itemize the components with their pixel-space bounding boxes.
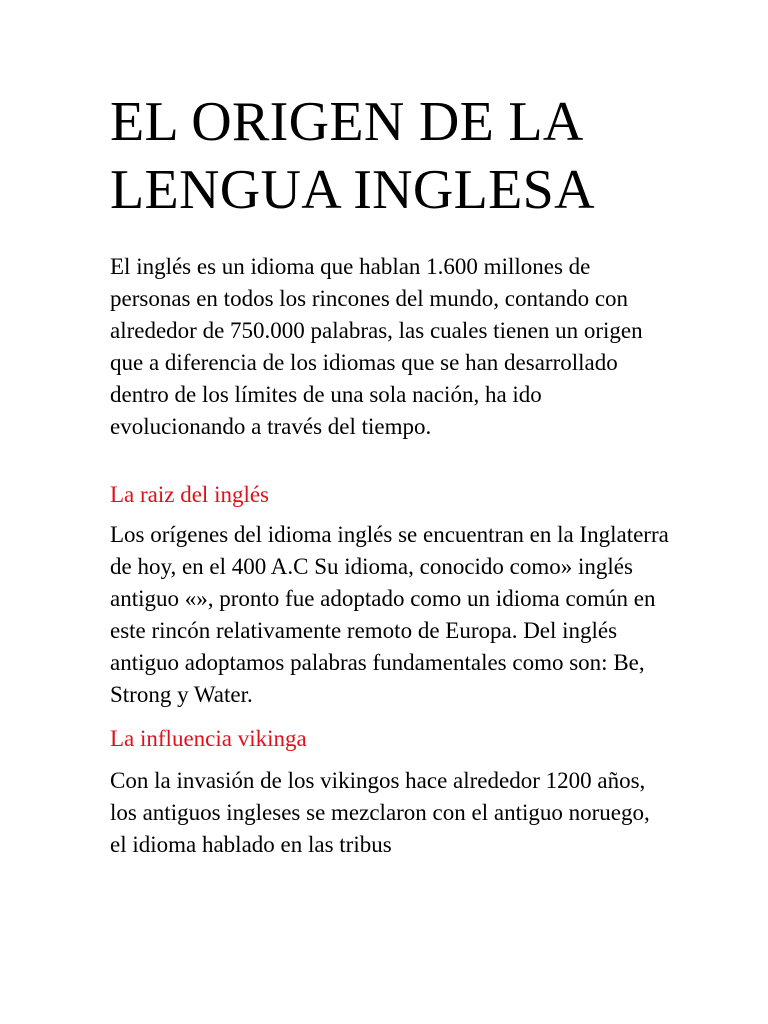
intro-paragraph: El inglés es un idioma que hablan 1.600 millones de personas en todos los rincones del mundo, contando con alrededor de 750.000 palabras, las cuales tienen un origen que a diferencia de los idiomas que se han desarrollado dentro de los límites de una sola nación, ha ido evolucionando a través del tiempo.	[110, 254, 643, 439]
section-heading-vikinga: La influencia vikinga	[110, 726, 307, 751]
section-body-vikinga: Con la invasión de los vikingos hace alrededor 1200 años, los antiguos ingleses se mezclaron con el antiguo noruego, el idioma hablado en las tribus	[110, 768, 650, 857]
section-body-raiz: Los orígenes del idioma inglés se encuentran en la Inglaterra de hoy, en el 400 A.C Su idioma, conocido como» inglés antiguo «», pronto fue adoptado como un idioma común en este rincón relativamente remoto de Europa. Del inglés antiguo adoptamos palabras fundamentales como son: Be, Strong y Water.	[110, 522, 669, 707]
document-page	[110, 88, 670, 861]
section-heading-raiz: La raiz del inglés	[110, 482, 270, 507]
document-title: EL ORIGEN DE LA LENGUA INGLESA	[110, 91, 595, 221]
